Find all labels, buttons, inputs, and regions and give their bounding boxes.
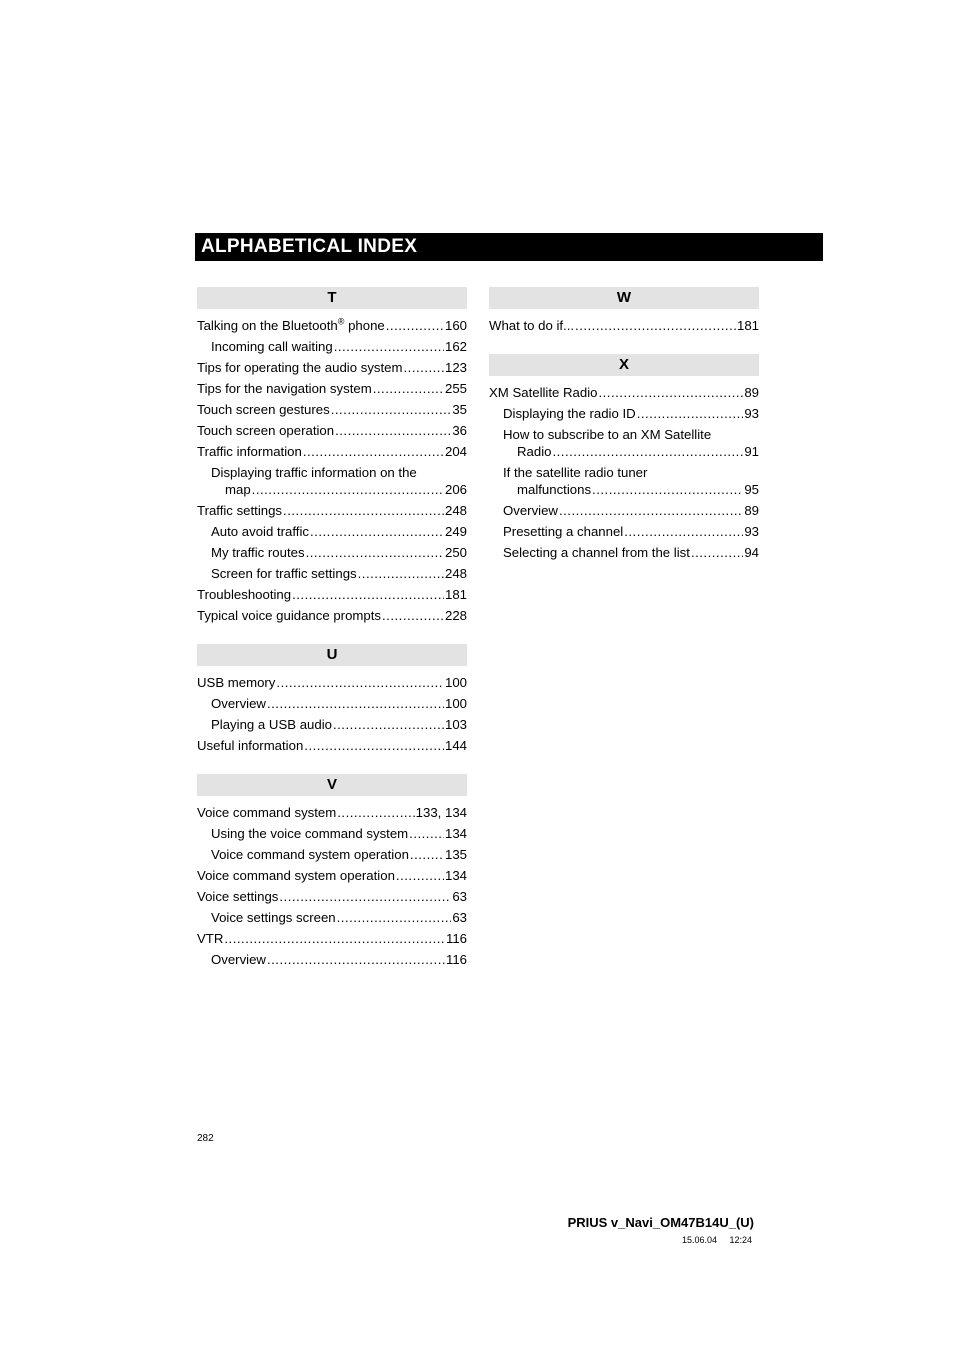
dot-leader	[334, 338, 444, 355]
entry-label-text: VTR	[197, 931, 224, 946]
entry-label	[197, 930, 223, 947]
index-entry[interactable]	[197, 695, 467, 712]
index-section-v	[197, 774, 467, 968]
index-section-x	[489, 354, 759, 561]
entry-page: 94	[744, 545, 759, 560]
index-entry[interactable]	[489, 502, 759, 519]
entry-label	[197, 804, 336, 821]
document-id: PRIUS v_Navi_OM47B14U_(U)	[567, 1215, 754, 1230]
entry-label	[211, 909, 336, 926]
section-letter: W	[489, 287, 759, 309]
entry-page: 248	[444, 566, 467, 581]
entry-continuation	[211, 481, 467, 498]
dot-leader	[276, 674, 444, 691]
dot-leader	[382, 607, 444, 624]
entry-label	[197, 867, 395, 884]
dot-leader	[404, 359, 444, 376]
section-letter: U	[197, 644, 467, 666]
dot-leader	[303, 443, 444, 460]
index-entry[interactable]	[197, 716, 467, 733]
entry-label-text: Voice settings	[197, 889, 279, 904]
entry-label	[503, 523, 623, 540]
entry-label-text: My traffic routes	[211, 545, 305, 560]
entry-page: 100	[444, 696, 467, 711]
dot-leader	[337, 804, 414, 821]
entry-page: 181	[736, 318, 759, 333]
index-entry[interactable]	[489, 523, 759, 540]
index-entry[interactable]	[197, 804, 467, 821]
entry-label	[211, 338, 333, 355]
dot-leader	[310, 523, 444, 540]
entry-page: 162	[444, 339, 467, 354]
entry-label	[211, 544, 305, 561]
entry-label	[197, 359, 403, 376]
index-entry[interactable]	[197, 443, 467, 460]
section-letter: V	[197, 774, 467, 796]
entry-label-text: Auto avoid traffic	[211, 524, 309, 539]
index-entry[interactable]	[197, 674, 467, 691]
entry-label-text: Voice command system operation	[211, 847, 409, 862]
dot-leader	[304, 737, 444, 754]
index-entry[interactable]	[197, 909, 467, 926]
index-entry[interactable]	[197, 380, 467, 397]
index-entry[interactable]	[197, 846, 467, 863]
entry-label	[197, 422, 334, 439]
entry-continuation	[503, 443, 759, 460]
dot-leader	[331, 401, 452, 418]
page-title: ALPHABETICAL INDEX	[201, 236, 418, 257]
index-entry[interactable]	[197, 523, 467, 540]
dot-leader	[386, 317, 444, 334]
entry-label	[197, 502, 282, 519]
page-number: 282	[197, 1133, 214, 1144]
dot-leader	[575, 317, 736, 334]
entry-page: 91	[744, 444, 759, 459]
entry-label-text: Using the voice command system	[211, 826, 409, 841]
entry-label	[489, 317, 574, 334]
index-entry[interactable]	[197, 317, 467, 334]
entry-page: 134	[444, 868, 467, 883]
entry-label-text: Troubleshooting	[197, 587, 292, 602]
entry-label: If the satellite radio tuner	[503, 465, 648, 480]
entry-label-text-after: phone	[344, 318, 385, 333]
registered-mark: ®	[337, 316, 345, 327]
entry-label-text: Incoming call waiting	[211, 339, 333, 354]
entry-page: 36	[452, 423, 467, 438]
entry-label: Displaying traffic information on the	[211, 465, 417, 480]
index-entry[interactable]	[197, 607, 467, 624]
entry-label-text: What to do if...	[489, 318, 575, 333]
index-entry[interactable]	[197, 359, 467, 376]
entry-label	[211, 695, 266, 712]
entry-label-continued: Radio	[517, 444, 552, 459]
entry-label-text: Overview	[211, 952, 266, 967]
entry-page: 93	[744, 406, 759, 421]
index-entry[interactable]	[197, 888, 467, 905]
entry-label-text: Voice command system operation	[197, 868, 395, 883]
entry-page: 135	[444, 847, 467, 862]
index-entry[interactable]	[489, 464, 759, 498]
index-entry[interactable]	[197, 867, 467, 884]
dot-leader	[373, 380, 444, 397]
entry-label-text: Tips for the navigation system	[197, 381, 372, 396]
dot-leader	[292, 586, 444, 603]
entry-page: 63	[452, 910, 467, 925]
entry-label-text: Overview	[211, 696, 266, 711]
entry-label	[197, 401, 330, 418]
dot-leader	[691, 544, 743, 561]
dot-leader	[624, 523, 743, 540]
dot-leader	[358, 565, 444, 582]
dot-leader	[409, 825, 444, 842]
entry-label-text: Presetting a channel	[503, 524, 624, 539]
entry-page: 89	[744, 385, 759, 400]
entry-label	[197, 380, 372, 397]
dot-leader	[279, 888, 451, 905]
entry-label-text: Screen for traffic settings	[211, 566, 357, 581]
index-section-u	[197, 644, 467, 754]
entry-page: 63	[452, 889, 467, 904]
entry-label	[211, 523, 309, 540]
entry-page: 144	[444, 738, 467, 753]
index-column-right	[489, 287, 759, 581]
dot-leader	[283, 502, 444, 519]
entry-label	[197, 317, 385, 334]
entry-label-text: Displaying the radio ID	[503, 406, 636, 421]
entry-page: 181	[444, 587, 467, 602]
entry-page: 95	[744, 482, 759, 497]
index-entry[interactable]	[197, 502, 467, 519]
entry-page: 134	[444, 826, 467, 841]
document-date: 15.06.04 12:24	[681, 1235, 752, 1245]
entry-label-text: Typical voice guidance prompts	[197, 608, 381, 623]
entry-continuation	[503, 481, 759, 498]
entry-page: 100	[444, 675, 467, 690]
entry-label-text: Voice command system	[197, 805, 337, 820]
entry-label	[211, 716, 332, 733]
dot-leader	[224, 930, 445, 947]
entry-label	[197, 443, 302, 460]
entry-label-text: Voice settings screen	[211, 910, 336, 925]
dot-leader	[598, 384, 743, 401]
dot-leader	[552, 443, 743, 460]
index-entry[interactable]	[197, 544, 467, 561]
index-section-t	[197, 287, 467, 624]
dot-leader	[333, 716, 444, 733]
index-entry[interactable]	[489, 544, 759, 561]
entry-label	[489, 384, 597, 401]
entry-label	[503, 544, 690, 561]
entry-label-text: USB memory	[197, 675, 276, 690]
entry-label	[211, 565, 357, 582]
entry-label-continued: map	[225, 482, 251, 497]
index-entry[interactable]	[489, 384, 759, 401]
dot-leader	[559, 502, 743, 519]
entry-label	[197, 607, 381, 624]
entry-label-text: Tips for operating the audio system	[197, 360, 403, 375]
entry-label	[211, 825, 408, 842]
entry-page: 206	[444, 482, 467, 497]
index-section-w	[489, 287, 759, 334]
entry-page: 160	[444, 318, 467, 333]
entry-label-text: Touch screen gestures	[197, 402, 330, 417]
index-entry[interactable]	[197, 951, 467, 968]
index-entry[interactable]	[197, 565, 467, 582]
index-entry[interactable]	[197, 464, 467, 498]
entry-label	[503, 405, 636, 422]
index-entry[interactable]	[197, 930, 467, 947]
entry-label-text: Overview	[503, 503, 558, 518]
entry-page: 93	[744, 524, 759, 539]
entry-label-text: Touch screen operation	[197, 423, 335, 438]
entry-page: 204	[444, 444, 467, 459]
entry-page: 255	[444, 381, 467, 396]
entry-page: 89	[744, 503, 759, 518]
entry-label-text: Playing a USB audio	[211, 717, 332, 732]
index-entry[interactable]	[489, 317, 759, 334]
dot-leader	[637, 405, 744, 422]
dot-leader	[396, 867, 444, 884]
dot-leader	[306, 544, 444, 561]
entry-page: 123	[444, 360, 467, 375]
index-entry[interactable]	[197, 737, 467, 754]
index-entry[interactable]	[489, 426, 759, 460]
section-letter: X	[489, 354, 759, 376]
entry-label-continued: malfunctions	[517, 482, 592, 497]
index-entry[interactable]	[197, 586, 467, 603]
entry-label	[197, 888, 278, 905]
entry-label-text: Selecting a channel from the list	[503, 545, 690, 560]
dot-leader	[592, 481, 743, 498]
dot-leader	[337, 909, 452, 926]
dot-leader	[267, 951, 445, 968]
entry-label-text: Talking on the Bluetooth	[197, 318, 338, 333]
index-column-left	[197, 287, 467, 988]
entry-page: 133, 134	[415, 805, 467, 820]
entry-page: 103	[444, 717, 467, 732]
page-header-banner	[195, 233, 823, 261]
index-entry[interactable]	[197, 825, 467, 842]
entry-page: 228	[444, 608, 467, 623]
entry-label	[197, 586, 291, 603]
entry-label	[197, 737, 303, 754]
entry-page: 35	[452, 402, 467, 417]
entry-page: 116	[445, 952, 467, 967]
entry-page: 249	[444, 524, 467, 539]
index-entry[interactable]	[197, 338, 467, 355]
entry-label-text: Useful information	[197, 738, 304, 753]
entry-label-text: Traffic information	[197, 444, 302, 459]
entry-label	[197, 674, 275, 691]
section-letter: T	[197, 287, 467, 309]
entry-label	[503, 502, 558, 519]
entry-label-text: Traffic settings	[197, 503, 283, 518]
entry-page: 116	[445, 931, 467, 946]
index-entry[interactable]	[489, 405, 759, 422]
dot-leader	[410, 846, 444, 863]
entry-page: 248	[444, 503, 467, 518]
dot-leader	[267, 695, 444, 712]
entry-label-text: XM Satellite Radio	[489, 385, 598, 400]
index-entry[interactable]	[197, 422, 467, 439]
entry-page: 250	[444, 545, 467, 560]
index-entry[interactable]	[197, 401, 467, 418]
dot-leader	[252, 481, 444, 498]
entry-label	[211, 951, 266, 968]
entry-label: How to subscribe to an XM Satellite	[503, 427, 712, 442]
dot-leader	[335, 422, 451, 439]
entry-label	[211, 846, 409, 863]
